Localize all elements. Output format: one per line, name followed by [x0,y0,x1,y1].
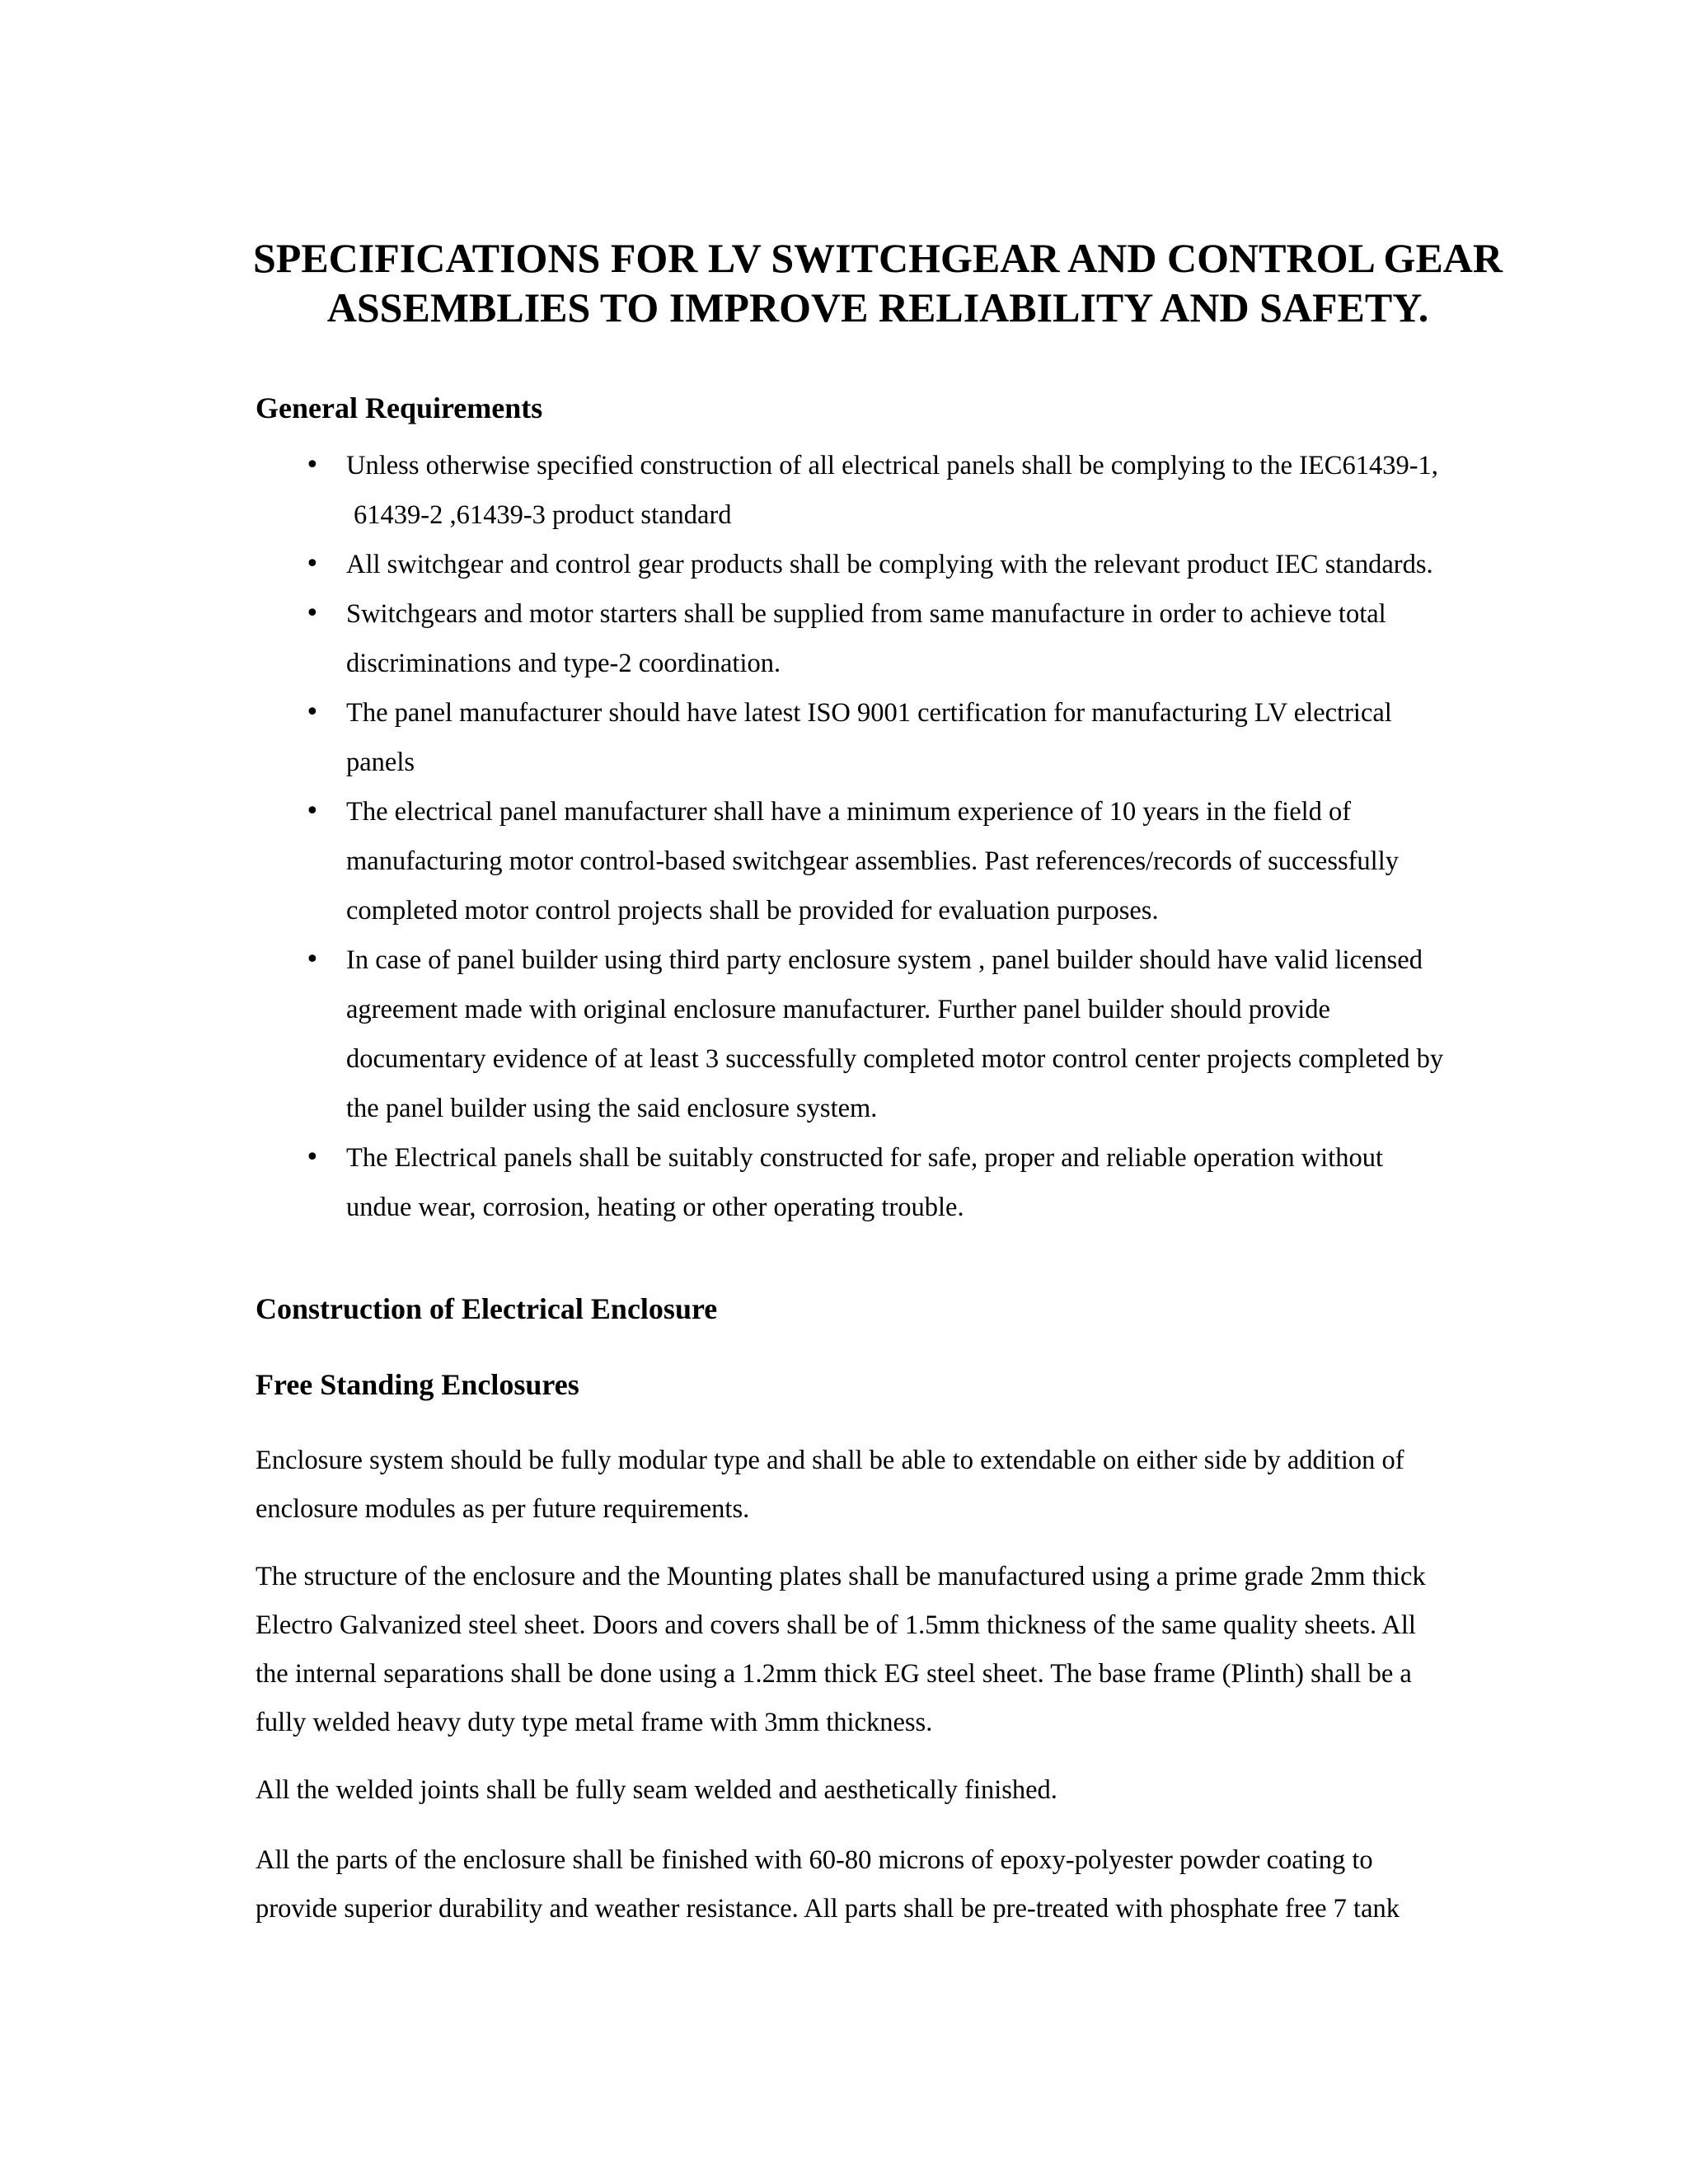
list-item [256,589,1508,688]
construction-heading: Construction of Electrical Enclosure [256,1292,718,1325]
list-item [256,787,1508,935]
list-item-line: Switchgears and motor starters shall be supplied from same manufacture in order to achieve total [346,599,1386,629]
list-item-line: The electrical panel manufacturer shall have a minimum experience of 10 years in the field of [346,797,1352,827]
paragraph [256,1553,1508,1747]
list-item-line: The Electrical panels shall be suitably constructed for safe, proper and reliable operation without [346,1143,1384,1173]
list-item [256,441,1508,540]
list-item-line: Unless otherwise specified construction of all electrical panels shall be complying to the IEC61439-1, [346,451,1438,480]
list-item-line: completed motor control projects shall be provided for evaluation purposes. [346,896,1159,926]
paragraph-line: The structure of the enclosure and the Mounting plates shall be manufactured using a prime grade 2mm thick [256,1562,1426,1591]
list-item-line: All switchgear and control gear products shall be complying with the relevant product IEC standards. [346,550,1433,579]
paragraph [256,1436,1508,1534]
paragraph-line: Electro Galvanized steel sheet. Doors and covers shall be of 1.5mm thickness of the same quality sheets. All [256,1610,1416,1640]
list-item-line: discriminations and type-2 coordination. [346,649,781,678]
paragraph-line: the internal separations shall be done using a 1.2mm thick EG steel sheet. The base frame (Plinth) shall be a [256,1659,1412,1689]
list-item-line: The panel manufacturer should have latest ISO 9001 certification for manufacturing LV electrical [346,698,1392,728]
list-item-line: documentary evidence of at least 3 successfully completed motor control center projects completed by [346,1044,1444,1074]
list-item-line: panels [346,748,415,777]
paragraph-line: All the welded joints shall be fully seam welded and aesthetically finished. [256,1775,1057,1805]
list-item-line: the panel builder using the said enclosure system. [346,1094,878,1123]
paragraph-line: fully welded heavy duty type metal frame with 3mm thickness. [256,1708,933,1737]
paragraph-line: Enclosure system should be fully modular type and shall be able to extendable on either side by addition of [256,1446,1404,1475]
general-requirements-list [256,441,1508,1232]
list-item [256,540,1508,589]
list-item [256,688,1508,787]
list-item-line: undue wear, corrosion, heating or other operating trouble. [346,1193,964,1222]
list-item-line: 61439-2 ,61439-3 product standard [354,500,732,530]
general-requirements-heading: General Requirements [256,391,543,424]
free-standing-heading: Free Standing Enclosures [256,1368,579,1401]
list-item [256,935,1508,1133]
document-title-line-1: SPECIFICATIONS FOR LV SWITCHGEAR AND CONTROL GEAR [252,235,1503,281]
document-title [198,233,1558,332]
list-item-line: In case of panel builder using third party enclosure system , panel builder should have valid licensed [346,945,1423,975]
paragraph-line: provide superior durability and weather resistance. All parts shall be pre-treated with phosphate free 7 tank [256,1894,1400,1924]
list-item-line: agreement made with original enclosure manufacturer. Further panel builder should provide [346,995,1330,1024]
paragraph [256,1836,1508,1933]
paragraph [256,1766,1508,1815]
document-title-line-2: ASSEMBLIES TO IMPROVE RELIABILITY AND SAFETY. [326,284,1429,330]
paragraph-line: enclosure modules as per future requirements. [256,1494,750,1524]
list-item [256,1133,1508,1232]
list-item-line: manufacturing motor control-based switchgear assemblies. Past references/records of successfully [346,846,1399,876]
paragraph-line: All the parts of the enclosure shall be finished with 60-80 microns of epoxy-polyester powder coating to [256,1845,1373,1875]
